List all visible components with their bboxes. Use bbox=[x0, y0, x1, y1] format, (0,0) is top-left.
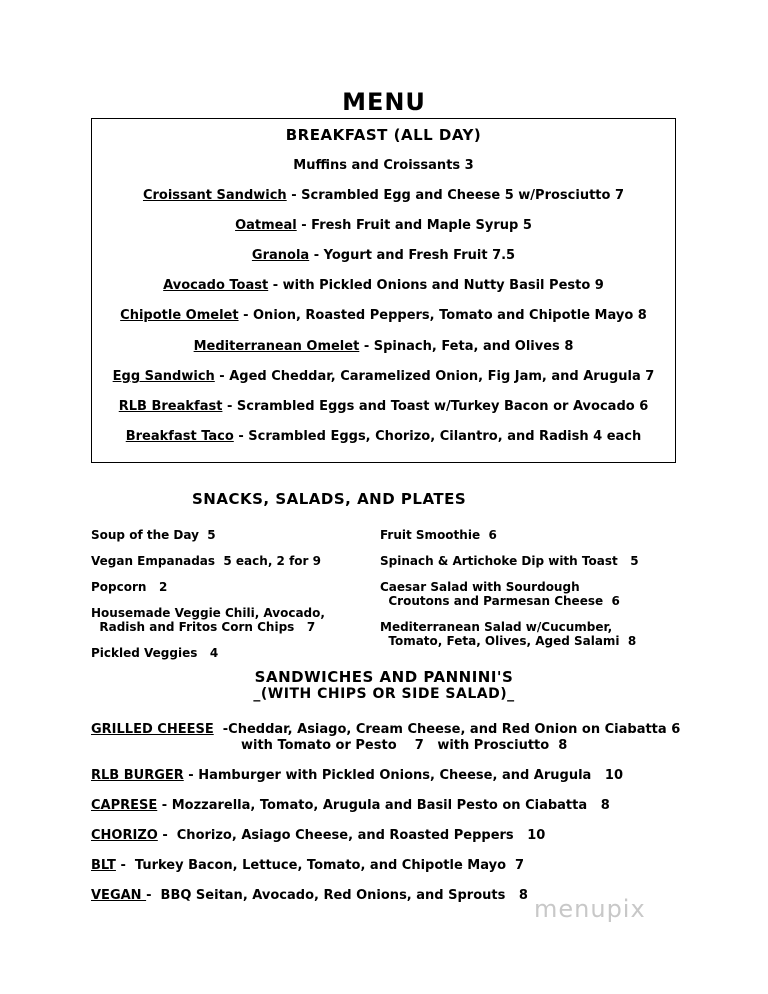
snack-item: Caesar Salad with Sourdough Croutons and Parmesan Cheese 6 bbox=[380, 580, 620, 608]
sandwich-item: CHORIZO - Chorizo, Asiago Cheese, and Roasted Peppers 10 bbox=[91, 828, 546, 843]
item-name: Chipotle Omelet bbox=[120, 308, 239, 323]
snacks-heading: SNACKS, SALADS, AND PLATES bbox=[192, 490, 467, 508]
breakfast-item: Granola - Yogurt and Fresh Fruit 7.5 bbox=[251, 248, 516, 263]
item-name: GRILLED CHEESE bbox=[91, 722, 214, 737]
snack-item: Soup of the Day 5 bbox=[91, 528, 216, 542]
item-name: Mediterranean Omelet bbox=[193, 339, 360, 354]
breakfast-item: Egg Sandwich - Aged Cheddar, Caramelized Onion, Fig Jam, and Arugula 7 bbox=[112, 369, 655, 384]
sandwich-item: VEGAN - BBQ Seitan, Avocado, Red Onions, and Sprouts 8 bbox=[91, 888, 528, 903]
item-name: BLT bbox=[91, 858, 116, 873]
breakfast-item: Mediterranean Omelet - Spinach, Feta, and Olives 8 bbox=[193, 339, 574, 354]
breakfast-heading: BREAKFAST (ALL DAY) bbox=[285, 126, 482, 144]
item-name: Avocado Toast bbox=[163, 278, 269, 293]
breakfast-item: Breakfast Taco - Scrambled Eggs, Chorizo, Cilantro, and Radish 4 each bbox=[125, 429, 642, 444]
snack-item: Popcorn 2 bbox=[91, 580, 168, 594]
item-name: Granola bbox=[251, 248, 310, 263]
breakfast-item: Muffins and Croissants 3 bbox=[293, 158, 474, 173]
breakfast-item: Croissant Sandwich - Scrambled Egg and Cheese 5 w/Prosciutto 7 bbox=[142, 188, 625, 203]
sandwiches-heading: SANDWICHES AND PANNINI'S bbox=[254, 668, 514, 686]
item-name: Croissant Sandwich bbox=[142, 188, 287, 203]
sandwich-item: GRILLED CHEESE -Cheddar, Asiago, Cream Cheese, and Red Onion on Ciabatta 6 bbox=[91, 722, 681, 737]
item-name: Egg Sandwich bbox=[112, 369, 215, 384]
item-name: CHORIZO bbox=[91, 828, 158, 843]
item-name: VEGAN bbox=[91, 888, 147, 903]
item-name: CAPRESE bbox=[91, 798, 158, 813]
snack-item: Spinach & Artichoke Dip with Toast 5 bbox=[380, 554, 639, 568]
menu-title: MENU bbox=[342, 88, 426, 116]
snack-item: Fruit Smoothie 6 bbox=[380, 528, 497, 542]
breakfast-item: Oatmeal - Fresh Fruit and Maple Syrup 5 bbox=[235, 218, 532, 233]
sandwich-item-extra: with Tomato or Pesto 7 with Prosciutto 8 bbox=[241, 738, 568, 753]
sandwiches-subheading: _(WITH CHIPS OR SIDE SALAD)_ bbox=[253, 686, 515, 702]
item-name: RLB Breakfast bbox=[118, 399, 223, 414]
snack-item: Housemade Veggie Chili, Avocado, Radish and Fritos Corn Chips 7 bbox=[91, 606, 325, 634]
item-name: RLB BURGER bbox=[91, 768, 184, 783]
sandwich-item: RLB BURGER - Hamburger with Pickled Onions, Cheese, and Arugula 10 bbox=[91, 768, 623, 783]
sandwich-item: BLT - Turkey Bacon, Lettuce, Tomato, and Chipotle Mayo 7 bbox=[91, 858, 525, 873]
breakfast-item: RLB Breakfast - Scrambled Eggs and Toast w/Turkey Bacon or Avocado 6 bbox=[118, 399, 649, 414]
breakfast-item: Chipotle Omelet - Onion, Roasted Peppers, Tomato and Chipotle Mayo 8 bbox=[120, 308, 647, 323]
snack-item: Pickled Veggies 4 bbox=[91, 646, 219, 660]
item-name: Oatmeal bbox=[235, 218, 297, 233]
watermark-logo: menupix bbox=[534, 895, 646, 923]
item-name: Breakfast Taco bbox=[125, 429, 234, 444]
snack-item: Mediterranean Salad w/Cucumber, Tomato, Feta, Olives, Aged Salami 8 bbox=[380, 620, 637, 648]
sandwich-item: CAPRESE - Mozzarella, Tomato, Arugula and Basil Pesto on Ciabatta 8 bbox=[91, 798, 610, 813]
snack-item: Vegan Empanadas 5 each, 2 for 9 bbox=[91, 554, 321, 568]
breakfast-item: Avocado Toast - with Pickled Onions and Nutty Basil Pesto 9 bbox=[163, 278, 604, 293]
